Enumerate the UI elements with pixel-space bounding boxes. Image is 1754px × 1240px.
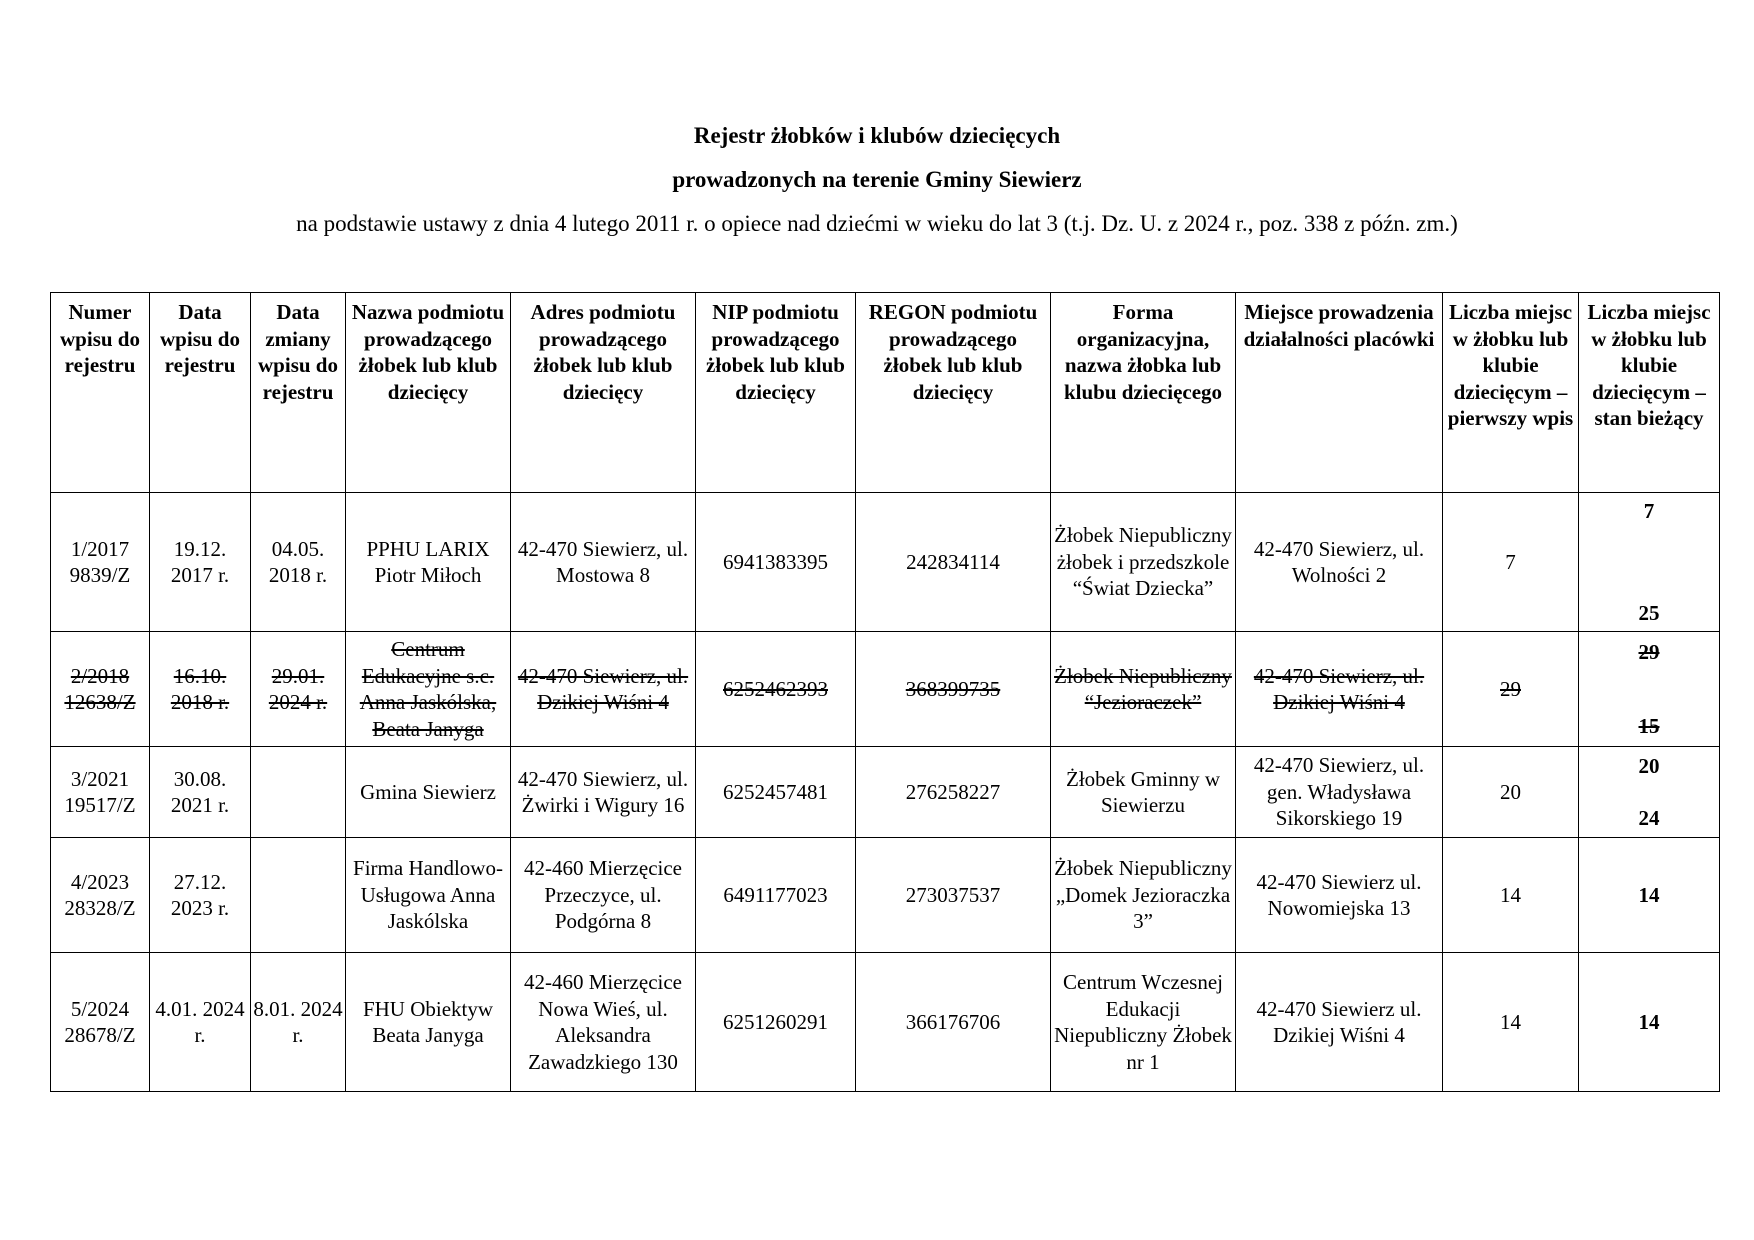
table-row <box>51 838 1720 953</box>
header-numer: Numer wpisu do rejestru <box>51 293 150 493</box>
cell-data-wpisu: 27.12. 2023 r. <box>150 838 251 953</box>
cell-liczba-pierwszy: 14 <box>1443 953 1579 1092</box>
table-header-row <box>51 293 1720 493</box>
cell-forma: Żłobek Niepubliczny żłobek i przedszkole “Świat Dziecka” <box>1051 493 1236 632</box>
header-miejsce: Miejsce prowadzenia działalności placówki <box>1236 293 1443 493</box>
cell-miejsce: 42-470 Siewierz, ul. gen. Władysława Sikorskiego 19 <box>1236 747 1443 838</box>
header-adres: Adres podmiotu prowadzącego żłobek lub klub dziecięcy <box>511 293 696 493</box>
cell-nazwa: Centrum Edukacyjne s.c. Anna Jaskólska, Beata Janyga <box>346 632 511 747</box>
cell-adres: 42-470 Siewierz, ul. Dzikiej Wiśni 4 <box>511 632 696 747</box>
cell-data-wpisu: 19.12. 2017 r. <box>150 493 251 632</box>
document-title-line-1: Rejestr żłobków i klubów dziecięcych <box>693 123 1061 148</box>
cell-liczba-biezacy <box>1579 632 1720 747</box>
cell-adres: 42-460 Mierzęcice Nowa Wieś, ul. Aleksandra Zawadzkiego 130 <box>511 953 696 1092</box>
cell-nip: 6941383395 <box>696 493 856 632</box>
cell-liczba-biezacy: 14 <box>1579 838 1720 953</box>
cell-regon: 366176706 <box>856 953 1051 1092</box>
cell-adres: 42-460 Mierzęcice Przeczyce, ul. Podgórna 8 <box>511 838 696 953</box>
cell-miejsce: 42-470 Siewierz ul. Dzikiej Wiśni 4 <box>1236 953 1443 1092</box>
cell-data-wpisu: 30.08. 2021 r. <box>150 747 251 838</box>
cell-numer: 4/2023 28328/Z <box>51 838 150 953</box>
cell-data-wpisu: 16.10. 2018 r. <box>150 632 251 747</box>
cell-data-wpisu: 4.01. 2024 r. <box>150 953 251 1092</box>
cell-data-zmiany: 04.05. 2018 r. <box>251 493 346 632</box>
cell-liczba-biezacy <box>1579 747 1720 838</box>
cell-nazwa: Gmina Siewierz <box>346 747 511 838</box>
cell-liczba-biezacy <box>1579 493 1720 632</box>
cell-liczba-pierwszy: 29 <box>1443 632 1579 747</box>
cell-nip: 6251260291 <box>696 953 856 1092</box>
cell-liczba-pierwszy: 14 <box>1443 838 1579 953</box>
table-row <box>51 747 1720 838</box>
cell-nazwa: PPHU LARIX Piotr Miłoch <box>346 493 511 632</box>
cell-nip: 6491177023 <box>696 838 856 953</box>
cell-forma: Żłobek Gminny w Siewierzu <box>1051 747 1236 838</box>
liczba-biezacy-new: 15 <box>1638 713 1660 738</box>
cell-data-zmiany <box>251 747 346 838</box>
cell-numer: 5/2024 28678/Z <box>51 953 150 1092</box>
cell-nip: 6252457481 <box>696 747 856 838</box>
cell-forma: Centrum Wczesnej Edukacji Niepubliczny Żłobek nr 1 <box>1051 953 1236 1092</box>
cell-miejsce: 42-470 Siewierz, ul. Dzikiej Wiśni 4 <box>1236 632 1443 747</box>
document-subtitle: na podstawie ustawy z dnia 4 lutego 2011 r. o opiece nad dziećmi w wieku do lat 3 (t.j. Dz. U. z 2024 r., poz. 338 z późn. zm.) <box>296 211 1458 236</box>
cell-nazwa: FHU Obiektyw Beata Janyga <box>346 953 511 1092</box>
cell-liczba-biezacy: 14 <box>1579 953 1720 1092</box>
cell-nazwa: Firma Handlowo-Usługowa Anna Jaskólska <box>346 838 511 953</box>
cell-adres: 42-470 Siewierz, ul. Mostowa 8 <box>511 493 696 632</box>
cell-liczba-pierwszy: 7 <box>1443 493 1579 632</box>
cell-forma: Żłobek Niepubliczny “Jezioraczek” <box>1051 632 1236 747</box>
header-regon: REGON podmiotu prowadzącego żłobek lub klub dziecięcy <box>856 293 1051 493</box>
cell-miejsce: 42-470 Siewierz, ul. Wolności 2 <box>1236 493 1443 632</box>
register-table <box>50 292 1720 1092</box>
document-title-line-2: prowadzonych na terenie Gminy Siewierz <box>672 167 1082 192</box>
cell-data-zmiany <box>251 838 346 953</box>
cell-regon: 368399735 <box>856 632 1051 747</box>
header-data-wpisu: Data wpisu do rejestru <box>150 293 251 493</box>
header-liczba-biezacy: Liczba miejsc w żłobku lub klubie dziecięcym – stan bieżący <box>1579 293 1720 493</box>
document-header <box>0 114 1754 246</box>
table-row <box>51 493 1720 632</box>
cell-liczba-pierwszy: 20 <box>1443 747 1579 838</box>
cell-adres: 42-470 Siewierz, ul. Żwirki i Wigury 16 <box>511 747 696 838</box>
cell-regon: 273037537 <box>856 838 1051 953</box>
liczba-biezacy-old: 7 <box>1643 499 1655 523</box>
cell-numer: 1/2017 9839/Z <box>51 493 150 632</box>
cell-data-zmiany: 8.01. 2024 r. <box>251 953 346 1092</box>
table-row <box>51 632 1720 747</box>
cell-numer: 3/2021 19517/Z <box>51 747 150 838</box>
liczba-biezacy-old: 20 <box>1638 754 1660 778</box>
header-data-zmiany: Data zmiany wpisu do rejestru <box>251 293 346 493</box>
liczba-biezacy-new: 24 <box>1638 805 1660 830</box>
cell-numer: 2/2018 12638/Z <box>51 632 150 747</box>
header-nazwa: Nazwa podmiotu prowadzącego żłobek lub klub dziecięcy <box>346 293 511 493</box>
liczba-biezacy-new: 25 <box>1638 600 1660 625</box>
cell-data-zmiany: 29.01. 2024 r. <box>251 632 346 747</box>
header-nip: NIP podmiotu prowadzącego żłobek lub klub dziecięcy <box>696 293 856 493</box>
cell-regon: 276258227 <box>856 747 1051 838</box>
cell-regon: 242834114 <box>856 493 1051 632</box>
cell-miejsce: 42-470 Siewierz ul. Nowomiejska 13 <box>1236 838 1443 953</box>
cell-forma: Żłobek Niepubliczny „Domek Jezioraczka 3” <box>1051 838 1236 953</box>
table-row <box>51 953 1720 1092</box>
cell-nip: 6252462393 <box>696 632 856 747</box>
header-liczba-pierwszy: Liczba miejsc w żłobku lub klubie dziecięcym – pierwszy wpis <box>1443 293 1579 493</box>
liczba-biezacy-old: 29 <box>1638 640 1660 664</box>
header-forma: Forma organizacyjna, nazwa żłobka lub klubu dziecięcego <box>1051 293 1236 493</box>
